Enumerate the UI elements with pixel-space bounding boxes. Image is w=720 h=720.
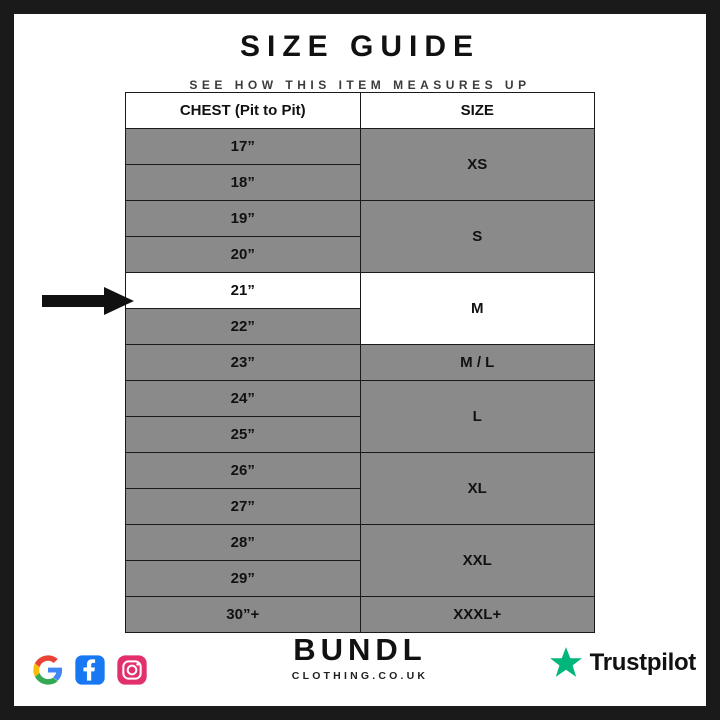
table-row: [126, 525, 595, 561]
size-cell: XL: [360, 453, 595, 525]
chest-cell: 22”: [126, 309, 361, 345]
chest-cell: 17”: [126, 129, 361, 165]
size-table-body: [126, 93, 595, 633]
table-row: [126, 345, 595, 381]
chest-cell: 25”: [126, 417, 361, 453]
arrow-right-icon: [42, 286, 134, 316]
table-row: [126, 129, 595, 165]
size-cell: XXL: [360, 525, 595, 597]
table-header-row: [126, 93, 595, 129]
column-header-chest: CHEST (Pit to Pit): [126, 93, 361, 129]
chest-cell: 21”: [126, 273, 361, 309]
table-row-highlighted: [126, 273, 595, 309]
chest-cell: 18”: [126, 165, 361, 201]
chest-cell: 29”: [126, 561, 361, 597]
trustpilot-label: Trustpilot: [589, 649, 696, 676]
chest-cell: 23”: [126, 345, 361, 381]
brand-domain: CLOTHING.CO.UK: [291, 670, 429, 682]
brand-name: BUNDL: [293, 632, 427, 667]
size-cell-selected: M: [360, 273, 595, 345]
chest-cell: 19”: [126, 201, 361, 237]
trustpilot-star-icon: [549, 646, 583, 680]
size-cell: L: [360, 381, 595, 453]
size-cell: XS: [360, 129, 595, 201]
page-subtitle: SEE HOW THIS ITEM MEASURES UP: [189, 78, 531, 92]
table-row: [126, 201, 595, 237]
chest-cell: 24”: [126, 381, 361, 417]
footer: [14, 626, 706, 688]
size-cell: M / L: [360, 345, 595, 381]
chest-cell: 26”: [126, 453, 361, 489]
size-cell: XXXL+: [360, 597, 595, 633]
chest-cell: 20”: [126, 237, 361, 273]
table-row: [126, 453, 595, 489]
trustpilot-badge[interactable]: [549, 646, 696, 680]
size-cell: S: [360, 201, 595, 273]
chest-cell: 28”: [126, 525, 361, 561]
table-row: [126, 381, 595, 417]
size-table: [125, 92, 595, 633]
size-guide-card: [14, 14, 706, 706]
chest-cell: 27”: [126, 489, 361, 525]
column-header-size: SIZE: [360, 93, 595, 129]
size-table-container: [125, 92, 595, 633]
page-title: SIZE GUIDE: [239, 30, 481, 63]
chest-cell: 30”+: [126, 597, 361, 633]
